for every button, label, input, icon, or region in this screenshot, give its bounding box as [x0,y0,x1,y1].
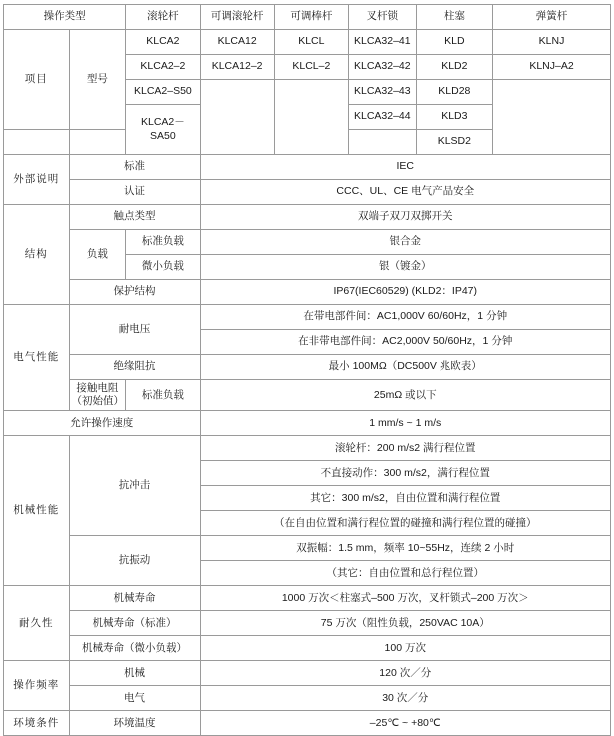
label-frequency-electrical: 电气 [69,686,200,711]
table-row-structure-contact [4,205,611,230]
table-row-electrical-withstand-1 [4,305,611,330]
section-label-external: 外部说明 [4,155,70,205]
table-row-durability-standard [4,611,611,636]
table-row-electrical-insulation [4,355,611,380]
model-2-2-blank [274,80,348,155]
value-ambient-temperature: –25℃ ~ +80℃ [200,711,611,736]
table-row-electrical-contact-resistance [4,380,611,411]
model-1-4: KLD2 [416,55,492,80]
label-vibration: 抗振动 [69,536,200,586]
label-load-group: 负载 [69,230,126,280]
label-ambient-temperature: 环境温度 [69,711,200,736]
model-4-label-blank [4,130,70,155]
label-contact-type: 触点类型 [69,205,200,230]
table-row-external-standard [4,155,611,180]
value-withstand-voltage-1: 在带电部件间：AC1,000V 60/60Hz，1 分钟 [200,305,611,330]
value-shock-1: 滚轮杆：200 m/s2 满行程位置 [200,436,611,461]
header-type-0: 滚轮杆 [126,5,200,30]
section-label-electrical: 电气性能 [4,305,70,411]
model-1-3: KLCA32–42 [348,55,416,80]
model-0-0: KLCA2 [126,30,200,55]
label-insulation: 绝缘阻抗 [69,355,200,380]
model-2-0: KLCA2–S50 [126,80,200,105]
value-contact-resistance: 25mΩ 或以下 [200,380,611,411]
label-contact-resistance-sub: 标准负载 [126,380,200,411]
table-row-durability-mechanical [4,586,611,611]
model-4-3-blank [348,130,416,155]
value-mechanical-life-micro: 100 万次 [200,636,611,661]
label-standard-load: 标准负载 [126,230,200,255]
label-protection: 保护结构 [69,280,200,305]
table-row-header [4,5,611,30]
section-label-environment: 环境条件 [4,711,70,736]
model-0-1: KLCA12 [200,30,274,55]
value-frequency-electrical: 30 次／分 [200,686,611,711]
label-frequency-mechanical: 机械 [69,661,200,686]
model-1-0: KLCA2–2 [126,55,200,80]
label-mechanical-life-standard: 机械寿命（标准） [69,611,200,636]
value-operating-speed: 1 mm/s ~ 1 m/s [200,411,611,436]
value-shock-4: （在自由位置和满行程位置的碰撞和满行程位置的碰撞） [200,511,611,536]
table-row-environment [4,711,611,736]
value-vibration-2: （其它：自由位置和总行程位置） [200,561,611,586]
header-type-4: 柱塞 [416,5,492,30]
table-row-durability-micro [4,636,611,661]
section-label-structure: 结构 [4,205,70,305]
model-0-4: KLD [416,30,492,55]
label-withstand-voltage: 耐电压 [69,305,200,355]
table-row-operating-speed [4,411,611,436]
label-operating-speed: 允许操作速度 [4,411,201,436]
model-2-1-blank [200,80,274,155]
model-2-3: KLCA32–43 [348,80,416,105]
table-row-structure-protection [4,280,611,305]
model-0-5: KLNJ [493,30,611,55]
header-type-3: 叉杆锁 [348,5,416,30]
model-1-1: KLCA12–2 [200,55,274,80]
value-shock-2: 不直接动作：300 m/s2，满行程位置 [200,461,611,486]
header-type-2: 可调棒杆 [274,5,348,30]
label-mechanical-life-micro: 机械寿命（微小负载） [69,636,200,661]
table-row-frequency-mechanical [4,661,611,686]
value-mechanical-life: 1000 万次＜柱塞式–500 万次，叉杆锁式–200 万次＞ [200,586,611,611]
value-frequency-mechanical: 120 次／分 [200,661,611,686]
model-3-0: KLCA2－ SA50 [126,105,200,155]
table-row-vibration-1 [4,536,611,561]
table-row-model-0 [4,30,611,55]
model-2-4: KLD28 [416,80,492,105]
value-mechanical-life-standard: 75 万次（阻性负载，250VAC 10A） [200,611,611,636]
value-protection: IP67(IEC60529) (KLD2：IP47) [200,280,611,305]
model-0-2: KLCL [274,30,348,55]
value-insulation: 最小 100MΩ（DC500V 兆欧表） [200,355,611,380]
model-3-3: KLCA32–44 [348,105,416,130]
table-row-frequency-electrical [4,686,611,711]
table-row-structure-standard-load [4,230,611,255]
value-micro-load: 银（镀金） [200,255,611,280]
table-row-external-certification [4,180,611,205]
label-mechanical-life: 机械寿命 [69,586,200,611]
label-micro-load: 微小负载 [126,255,200,280]
model-0-3: KLCA32–41 [348,30,416,55]
header-type-5: 弹簧杆 [493,5,611,30]
model-4-model-blank [69,130,126,155]
section-label-frequency: 操作频率 [4,661,70,711]
label-contact-resistance: 接触电阻 （初始值） [69,380,126,411]
value-standard-load: 银合金 [200,230,611,255]
table-row-shock-1 [4,436,611,461]
value-vibration-1: 双振幅：1.5 mm，频率 10~55Hz，连续 2 小时 [200,536,611,561]
value-withstand-voltage-2: 在非带电部件间：AC2,000V 50/60Hz，1 分钟 [200,330,611,355]
value-standard: IEC [200,155,611,180]
section-label-durability: 耐久性 [4,586,70,661]
model-4-4: KLSD2 [416,130,492,155]
model-3-4: KLD3 [416,105,492,130]
model-2-5-blank [493,80,611,155]
section-label-mechanical: 机械性能 [4,436,70,586]
value-certification: CCC、UL、CE 电气产品安全 [200,180,611,205]
value-contact-type: 双端子双刀双掷开关 [200,205,611,230]
row-label-model: 型号 [69,30,126,130]
row-label-item: 项目 [4,30,70,130]
specification-table [3,4,611,736]
op-type-label: 操作类型 [4,5,126,30]
label-certification: 认证 [69,180,200,205]
value-shock-3: 其它：300 m/s2，自由位置和满行程位置 [200,486,611,511]
model-1-5: KLNJ–A2 [493,55,611,80]
label-shock: 抗冲击 [69,436,200,536]
model-1-2: KLCL–2 [274,55,348,80]
header-type-1: 可调滚轮杆 [200,5,274,30]
label-standard: 标准 [69,155,200,180]
